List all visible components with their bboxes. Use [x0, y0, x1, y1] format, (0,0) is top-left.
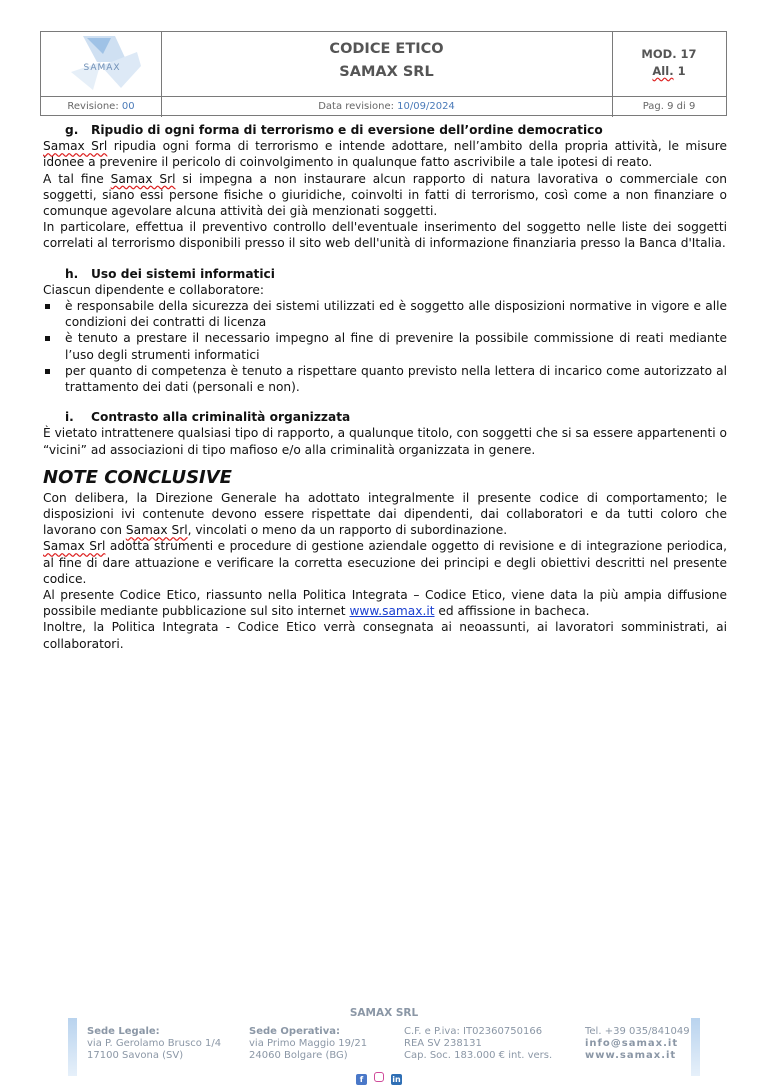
footer-right-bar — [691, 1018, 700, 1076]
svg-text:SAMAX: SAMAX — [83, 63, 121, 73]
facebook-icon[interactable]: f — [356, 1074, 367, 1085]
footer-operative-address: Sede Operativa: via Primo Maggio 19/21 24060 Bolgare (BG) — [249, 1026, 368, 1061]
revision-date: Data revisione: 10/09/2024 — [161, 97, 613, 117]
footer-contacts: Tel. +39 035/841049 info@samax.it www.samax.it — [585, 1026, 690, 1061]
attachment-number: All. 1 — [652, 64, 686, 78]
section-g-paragraph-2: A tal fine Samax Srl si impegna a non instaurare alcun rapporto di natura lavorativa o commerciale con soggetti, siano essi persone fisiche o giuridiche, coinvolti in fatti di terrorismo, così come a non finanziare o comunque agevolare alcuna attività dei già menzionati soggetti. — [43, 171, 727, 219]
document-body — [43, 122, 727, 652]
section-i-heading: i. Contrasto alla criminalità organizzata — [65, 410, 351, 425]
list-item: per quanto di competenza è tenuto a rispettare quanto previsto nella lettera di incarico come autorizzato al trattamento dei dati (personali e non). — [43, 363, 727, 395]
header-info-row — [41, 96, 726, 117]
notes-paragraph-2: Samax Srl adotta strumenti e procedure di gestione aziendale oggetto di revisione e di integrazione periodica, al fine di dare attuazione e verificare la corretta esecuzione dei principi e degli obiettivi descritti nel presente codice. — [43, 539, 728, 586]
section-g-paragraph-3: In particolare, effettua il preventivo controllo dell'eventuale inserimento del soggetto nelle liste dei soggetti correlati al terrorismo disponibili presso il sito web dell'unità di informazione finanziaria presso la Banca d'Italia. — [43, 220, 727, 251]
logo-cell — [41, 32, 162, 96]
social-icons — [356, 1067, 409, 1086]
section-g-paragraph-1: Samax Srl ripudia ogni forma di terrorismo e intende adottare, nell’ambito della propria attività, le misure idonee a prevenire il pericolo di coinvolgimento in qualunque fatto ascrivibile a tale ipotesi di reato. — [43, 139, 728, 170]
section-i-paragraph-1: È vietato intrattenere qualsiasi tipo di rapporto, a qualunque titolo, con soggetti che si sa essere appartenenti o “vicini” ad associazioni di tipo mafioso e/o alla criminalità organizzata in genere. — [43, 426, 727, 457]
website-link[interactable]: www.samax.it — [349, 604, 435, 619]
title-line-2: SAMAX SRL — [339, 64, 434, 80]
footer-legal-address: Sede Legale: via P. Gerolamo Brusco 1/4 17100 Savona (SV) — [87, 1026, 222, 1061]
module-number: MOD. 17 — [641, 47, 697, 61]
revision: Revisione: 00 — [41, 97, 162, 117]
section-h-heading: h. Uso dei sistemi informatici — [65, 266, 275, 281]
title-line-1: CODICE ETICO — [329, 41, 444, 57]
notes-paragraph-1: Con delibera, la Direzione Generale ha adottato integralmente il presente codice di comportamento; le disposizioni ivi contenute devono essere rispettate dai dipendenti, dai collaboratori e da tutti coloro che lavorano con Samax Srl, vincolati o meno da un rapporto di subordinazione. — [43, 490, 727, 538]
notes-heading: NOTE CONCLUSIVE — [43, 466, 232, 488]
notes-paragraph-4: Inoltre, la Politica Integrata - Codice Etico verrà consegnata ai neoassunti, ai lavoratori somministrati, ai collaboratori. — [43, 620, 727, 651]
footer-company-info: C.F. e P.iva: IT02360750166 REA SV 238131 Cap. Soc. 183.000 € int. vers. — [404, 1026, 553, 1061]
footer-left-bar — [68, 1018, 77, 1076]
document-header — [40, 31, 727, 116]
list-item: è tenuto a prestare il necessario impegno al fine di prevenire la possibile commissione di reati mediante l’uso degli strumenti informatici — [43, 330, 727, 362]
linkedin-icon[interactable]: in — [392, 1075, 401, 1084]
page-number: Pag. 9 di 9 — [642, 101, 696, 112]
module-cell — [612, 32, 726, 96]
instagram-icon[interactable] — [374, 1072, 384, 1082]
document-footer — [0, 1000, 768, 1085]
samax-logo — [41, 32, 161, 96]
document-title — [161, 32, 613, 96]
section-h-intro: Ciascun dipendente e collaboratore: — [43, 282, 264, 297]
notes-paragraph-3: Al presente Codice Etico, riassunto nella Politica Integrata – Codice Etico, viene data la più ampia diffusione possibile mediante pubblicazione sul sito internet www.samax.it ed affissione in bacheca. — [43, 588, 727, 619]
list-item: è responsabile della sicurezza dei sistemi utilizzati ed è soggetto alle disposizioni normative in vigore e alle condizioni dei contratti di licenza — [43, 298, 727, 330]
section-h-list — [43, 298, 727, 395]
footer-company-name: SAMAX SRL — [349, 1007, 419, 1019]
section-g-heading: g. Ripudio di ogni forma di terrorismo e di eversione dell’ordine democratico — [65, 123, 603, 137]
